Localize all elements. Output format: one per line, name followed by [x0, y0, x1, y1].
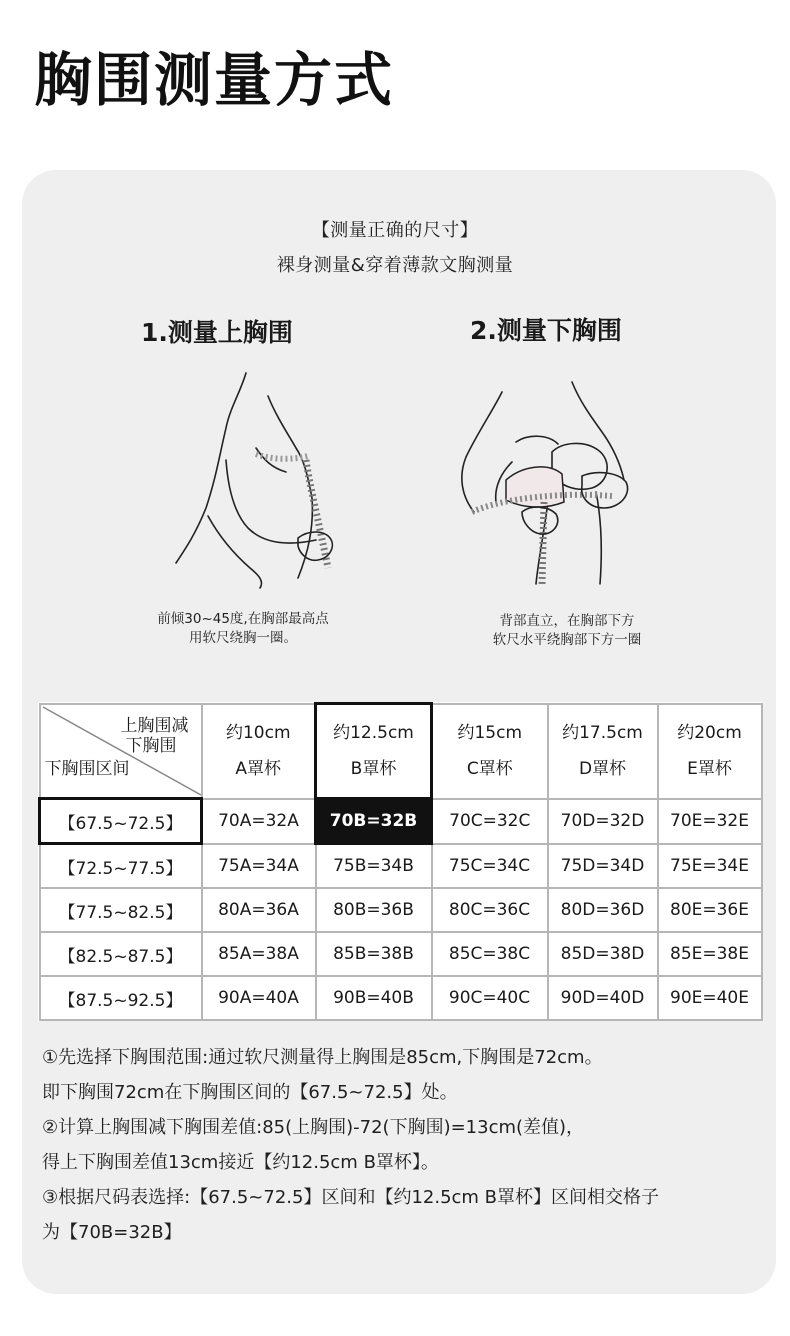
size-cell: 85D=38D: [548, 932, 658, 976]
table-row: [40, 976, 762, 1020]
size-cell: 80E=36E: [658, 888, 762, 932]
column-header-d: [548, 704, 658, 799]
row-range-label: 【67.5~72.5】: [40, 799, 202, 844]
column-diff: 约15cm: [457, 723, 523, 743]
corner-label-under: 下胸围: [125, 735, 177, 756]
column-diff: 约17.5cm: [562, 723, 643, 743]
table-header-row: [40, 704, 762, 799]
size-cell: 80A=36A: [202, 888, 316, 932]
row-range-label: 【72.5~77.5】: [40, 844, 202, 889]
size-cell: 90B=40B: [316, 976, 432, 1020]
corner-label-range: 下胸围区间: [44, 759, 130, 779]
size-cell: 80D=36D: [548, 888, 658, 932]
size-cell: 70E=32E: [658, 799, 762, 844]
step2-caption: [450, 612, 684, 650]
size-cell: 80C=36C: [432, 888, 548, 932]
row-range-label: 【87.5~92.5】: [40, 976, 202, 1020]
column-diff: 约10cm: [225, 723, 291, 743]
row-range-label: 【82.5~87.5】: [40, 932, 202, 976]
instructions: [42, 1040, 742, 1250]
page-title: 胸围测量方式: [34, 46, 395, 114]
size-cell: 70A=32A: [202, 799, 316, 844]
column-cup: B罩杯: [350, 759, 397, 779]
size-cell: 85C=38C: [432, 932, 548, 976]
column-header-b: [316, 704, 432, 799]
size-cell-highlighted: 70B=32B: [316, 799, 432, 844]
size-table: [38, 702, 763, 1021]
size-cell: 90A=40A: [202, 976, 316, 1020]
column-diff: 约20cm: [677, 723, 742, 743]
column-header-c: [432, 704, 548, 799]
table-row: [40, 799, 762, 844]
table-row: [40, 932, 762, 976]
upper-bust-illustration: [168, 368, 348, 590]
size-cell: 85B=38B: [316, 932, 432, 976]
size-cell: 75B=34B: [316, 844, 432, 889]
column-cup: A罩杯: [235, 759, 282, 779]
size-cell: 90E=40E: [658, 976, 762, 1020]
size-cell: 85E=38E: [658, 932, 762, 976]
size-cell: 70D=32D: [548, 799, 658, 844]
table-corner-cell: [40, 704, 202, 799]
table-row: [40, 844, 762, 889]
size-cell: 75D=34D: [548, 844, 658, 889]
column-header-a: [202, 704, 316, 799]
row-range-label: 【77.5~82.5】: [40, 888, 202, 932]
instruction-line: 得上下胸围差值13cm接近【约12.5cm B罩杯】。: [42, 1152, 439, 1173]
table-row: [40, 888, 762, 932]
instruction-line: 即下胸围72cm在下胸围区间的【67.5~72.5】处。: [42, 1082, 458, 1103]
size-cell: 85A=38A: [202, 932, 316, 976]
size-cell: 80B=36B: [316, 888, 432, 932]
size-cell: 90D=40D: [548, 976, 658, 1020]
column-cup: D罩杯: [578, 759, 627, 779]
step2-caption-line2: 软尺水平绕胸部下方一圈: [492, 632, 642, 648]
size-cell: 90C=40C: [432, 976, 548, 1020]
step2-caption-line1: 背部直立，在胸部下方: [499, 613, 635, 629]
intro-heading: 【测量正确的尺寸】: [311, 220, 479, 241]
instruction-line: ①先选择下胸围范围:通过软尺测量得上胸围是85cm,下胸围是72cm。: [42, 1047, 603, 1068]
instruction-line: ③根据尺码表选择:【67.5~72.5】区间和【约12.5cm B罩杯】区间相交格子: [42, 1187, 660, 1208]
column-cup: E罩杯: [687, 759, 732, 779]
size-cell: 75C=34C: [432, 844, 548, 889]
size-cell: 75A=34A: [202, 844, 316, 889]
step1-caption: [128, 610, 358, 648]
step1-caption-line2: 用软尺绕胸一圈。: [189, 630, 297, 646]
corner-label-diff: 上胸围减: [120, 715, 189, 736]
size-cell: 75E=34E: [658, 844, 762, 889]
column-diff: 约12.5cm: [333, 723, 414, 743]
step2-title: 2.测量下胸围: [470, 316, 622, 345]
under-bust-illustration: [452, 362, 636, 590]
step1-title: 1.测量上胸围: [141, 318, 293, 347]
instruction-line: 为【70B=32B】: [42, 1222, 182, 1243]
column-cup: C罩杯: [466, 759, 513, 779]
size-cell: 70C=32C: [432, 799, 548, 844]
instruction-line: ②计算上胸围减下胸围差值:85(上胸围)-72(下胸围)=13cm(差值)，: [42, 1117, 585, 1138]
intro-subheading: 裸身测量&穿着薄款文胸测量: [276, 255, 514, 276]
step1-caption-line1: 前倾30~45度,在胸部最高点: [157, 611, 329, 627]
column-header-e: [658, 704, 762, 799]
